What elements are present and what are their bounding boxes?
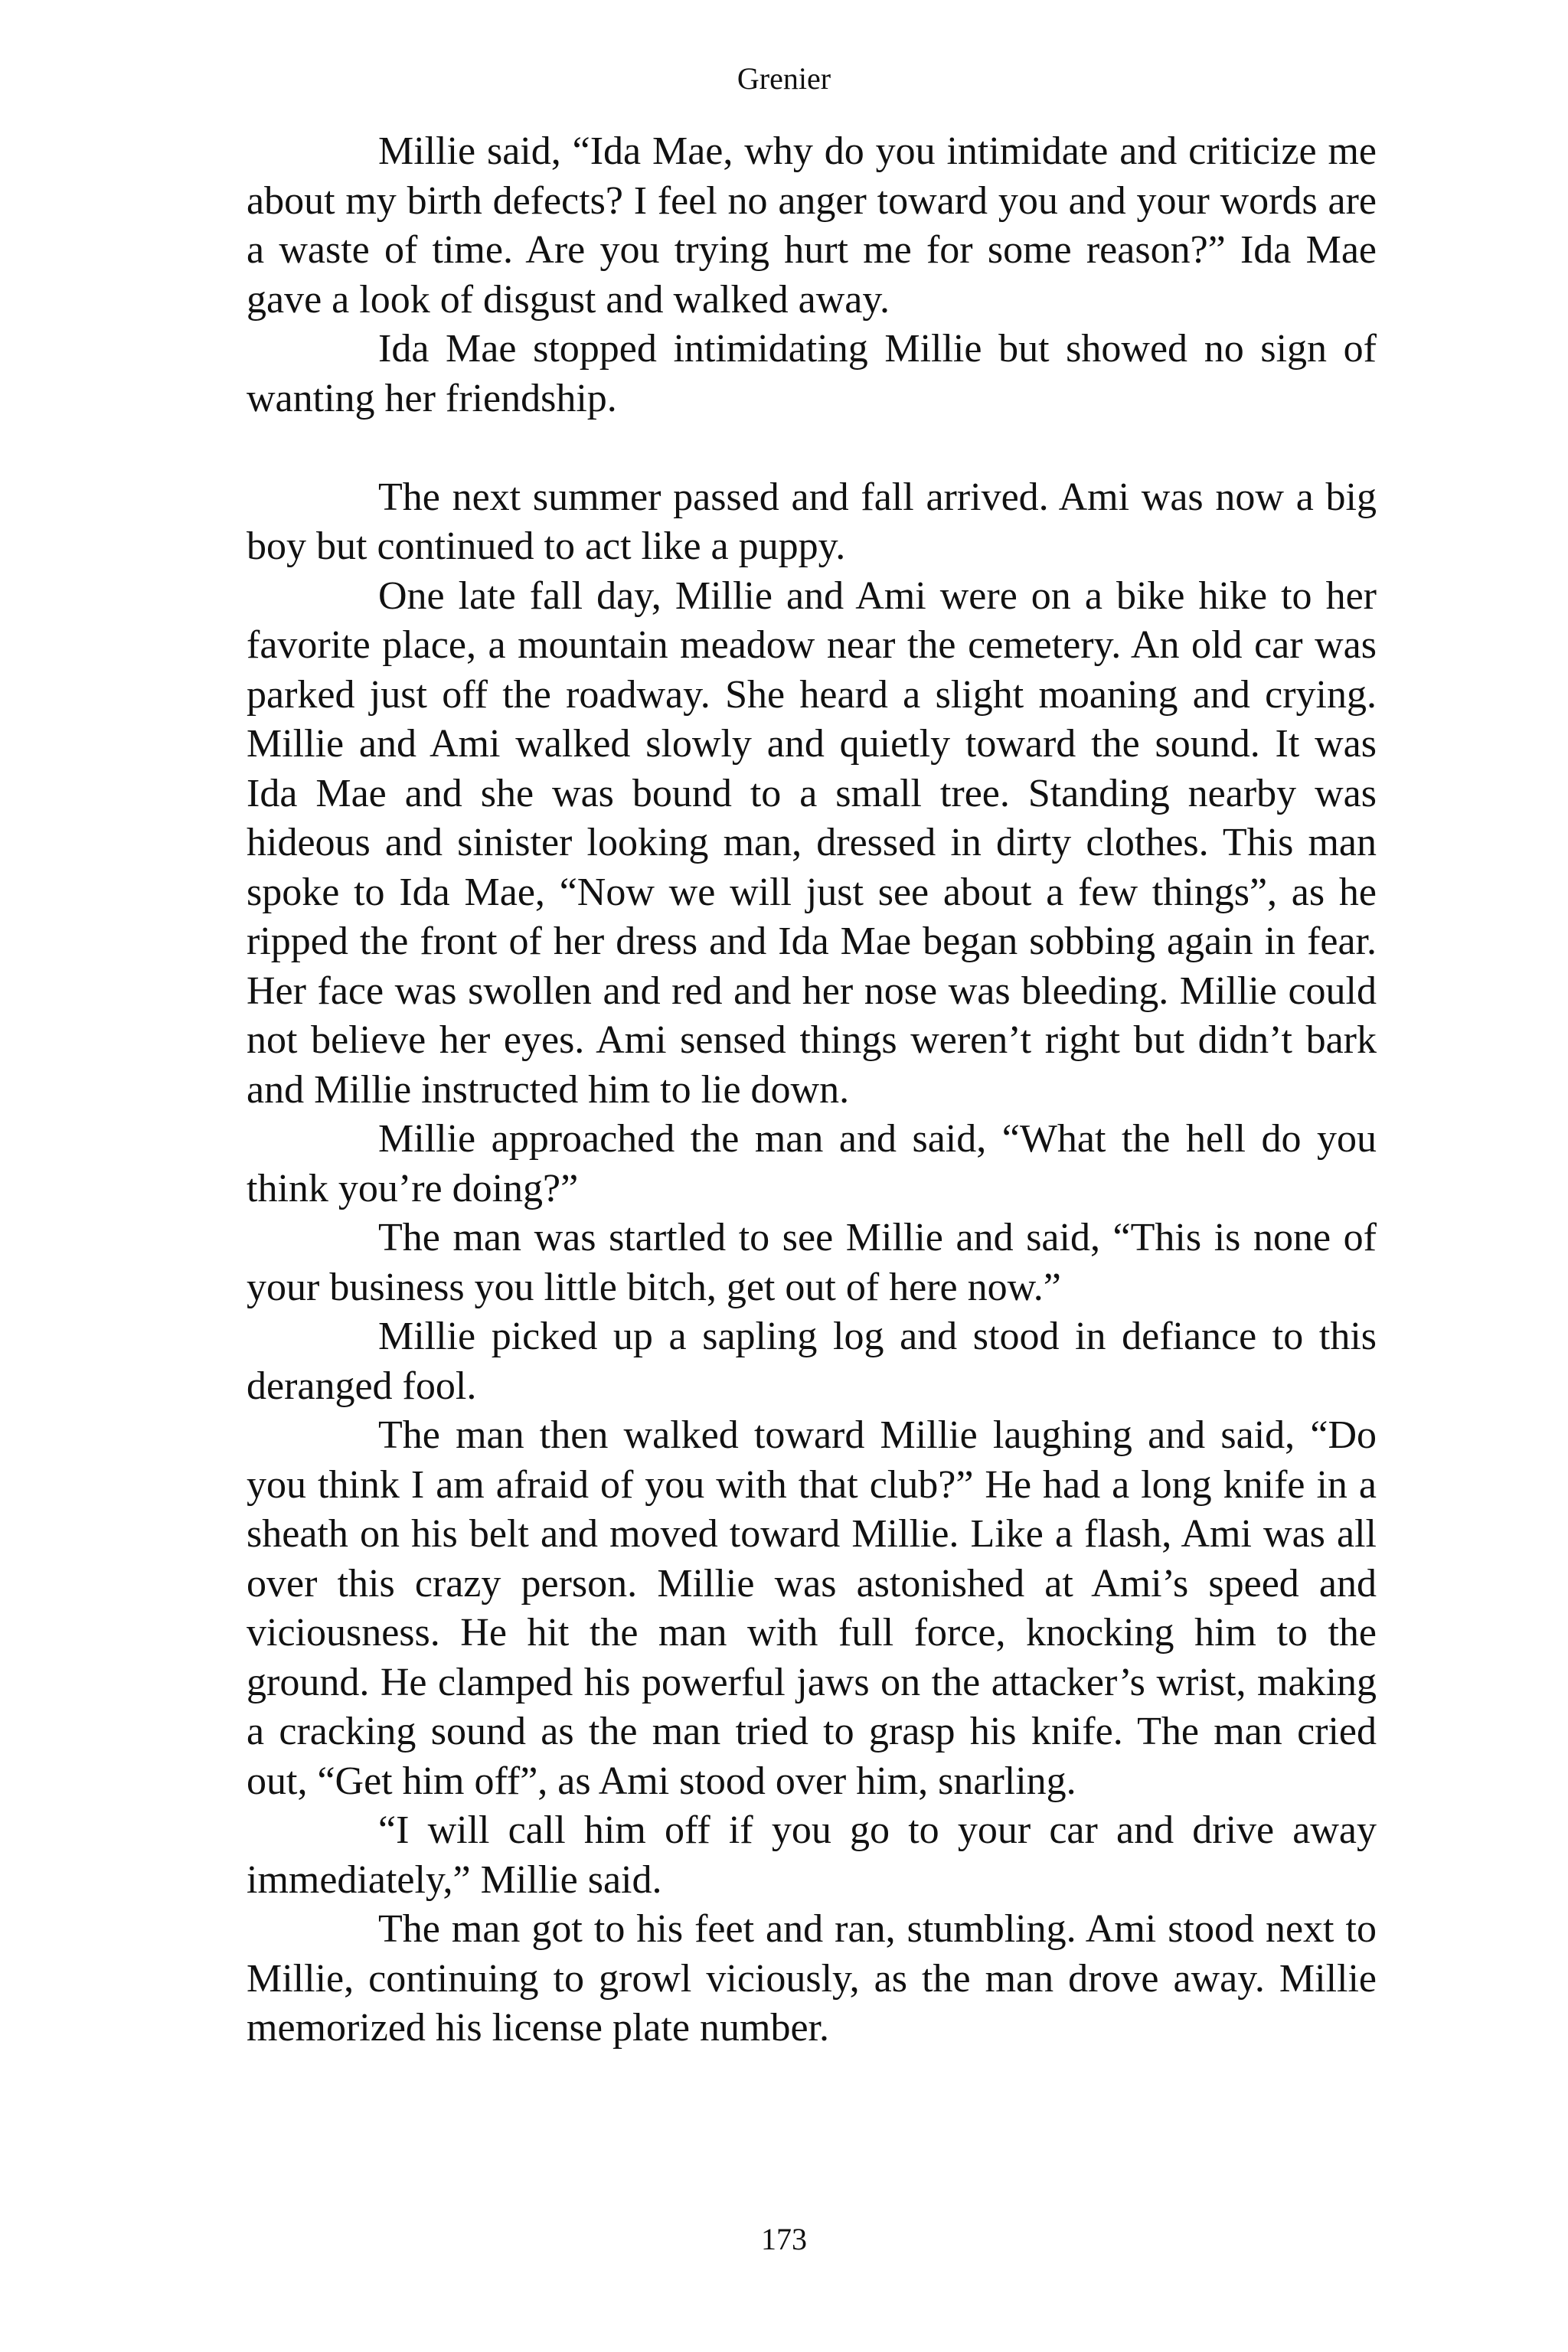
section-break <box>247 423 1377 473</box>
body-text <box>247 127 1377 2053</box>
page-number: 173 <box>761 2222 807 2256</box>
paragraph: Millie said, “Ida Mae, why do you intimidate and criticize me about my birth defects? I feel no anger toward you and your words are a waste of time. Are you trying hurt me for some reason?” Ida Mae gave a look of disgust and walked away. <box>247 129 1377 322</box>
paragraph: “I will call him off if you go to your car and drive away immediately,” Millie said. <box>247 1808 1377 1902</box>
paragraph: Ida Mae stopped intimidating Millie but showed no sign of wanting her friendship. <box>247 327 1377 420</box>
paragraph: The man was startled to see Millie and said, “This is none of your business you little bitch, get out of here now.” <box>247 1216 1377 1309</box>
paragraph: The man then walked toward Millie laughing and said, “Do you think I am afraid of you with that club?” He had a long knife in a sheath on his belt and moved toward Millie. Like a flash, Ami was all over this crazy person. Millie was astonished at Ami’s speed and viciousness. He hit the man with full force, knocking him to the ground. He clamped his powerful jaws on the attacker’s wrist, making a cracking sound as the man tried to grasp his knife. The man cried out, “Get him off”, as Ami stood over him, snarling. <box>247 1413 1377 1803</box>
running-head: Grenier <box>737 61 831 96</box>
paragraph: The next summer passed and fall arrived. Ami was now a big boy but continued to act like a puppy. <box>247 475 1377 568</box>
paragraph: Millie picked up a sapling log and stood in defiance to this deranged fool. <box>247 1315 1377 1408</box>
paragraph: The man got to his feet and ran, stumbling. Ami stood next to Millie, continuing to growl viciously, as the man drove away. Millie memorized his license plate number. <box>247 1907 1377 2050</box>
paragraph: Millie approached the man and said, “What the hell do you think you’re doing?” <box>247 1117 1377 1210</box>
paragraph: One late fall day, Millie and Ami were on a bike hike to her favorite place, a mountain meadow near the cemetery. An old car was parked just off the roadway. She heard a slight moaning and crying. Millie and Ami walked slowly and quietly toward the sound. It was Ida Mae and she was bound to a small tree. Standing nearby was hideous and sinister looking man, dressed in dirty clothes. This man spoke to Ida Mae, “Now we will just see about a few things”, as he ripped the front of her dress and Ida Mae began sobbing again in fear. Her face was swollen and red and her nose was bleeding. Millie could not believe her eyes. Ami sensed things weren’t right but didn’t bark and Millie instructed him to lie down. <box>247 573 1377 1112</box>
